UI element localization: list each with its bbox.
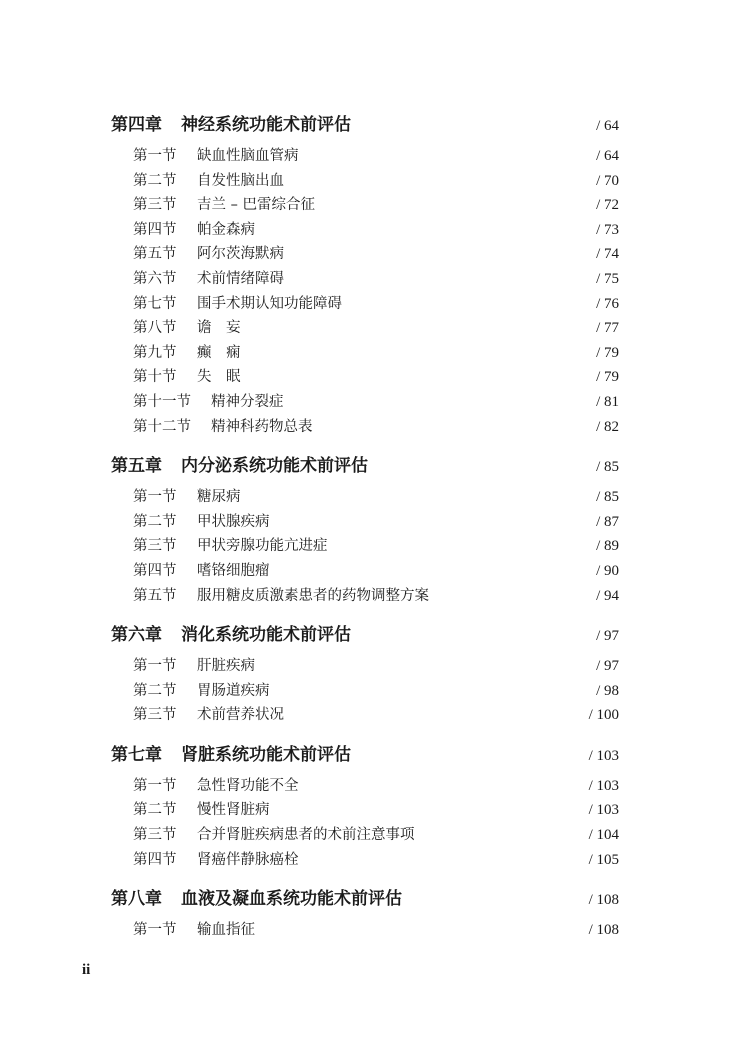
chapter-title: 肾脏系统功能术前评估 <box>181 744 351 765</box>
section-entry[interactable] <box>111 485 619 510</box>
chapter-entry[interactable] <box>111 622 619 648</box>
section-heading <box>133 848 299 873</box>
section-entry[interactable] <box>111 679 619 704</box>
section-heading <box>133 242 284 267</box>
chapter-number: 第七章 <box>111 744 162 765</box>
section-title: 慢性肾脏病 <box>197 802 270 819</box>
chapter-heading <box>111 453 368 479</box>
section-entry[interactable] <box>111 798 619 823</box>
chapter-title: 神经系统功能术前评估 <box>181 115 351 135</box>
section-entry[interactable] <box>111 654 619 679</box>
section-page: / 97 <box>596 658 619 675</box>
section-number: 第六节 <box>133 270 177 287</box>
section-heading <box>133 703 284 728</box>
section-title: 肝脏疾病 <box>197 658 255 675</box>
chapter-heading <box>111 112 351 138</box>
section-title: 服用糖皮质激素患者的药物调整方案 <box>197 587 429 604</box>
section-title: 术前营养状况 <box>197 707 284 724</box>
section-entry[interactable] <box>111 848 619 873</box>
section-page: / 100 <box>588 707 619 724</box>
section-number: 第一节 <box>133 489 177 506</box>
section-title: 围手术期认知功能障碍 <box>197 295 342 312</box>
section-number: 第四节 <box>133 562 177 579</box>
section-heading <box>133 415 313 440</box>
section-title: 阿尔茨海默病 <box>197 246 284 263</box>
section-number: 第五节 <box>133 587 177 604</box>
section-entry[interactable] <box>111 390 619 415</box>
chapter-heading <box>111 622 351 648</box>
section-entry[interactable] <box>111 218 619 243</box>
section-number: 第九节 <box>133 344 177 361</box>
section-title: 精神分裂症 <box>211 393 284 410</box>
section-heading <box>133 559 270 584</box>
section-number: 第三节 <box>133 538 177 555</box>
section-heading <box>133 169 284 194</box>
section-number: 第一节 <box>133 922 177 939</box>
section-page: / 105 <box>588 851 619 868</box>
section-entry[interactable] <box>111 584 619 609</box>
section-entry[interactable] <box>111 267 619 292</box>
section-title: 糖尿病 <box>197 489 241 506</box>
section-page: / 85 <box>596 489 619 506</box>
section-page: / 79 <box>596 369 619 386</box>
section-title: 急性肾功能不全 <box>197 777 299 794</box>
section-entry[interactable] <box>111 341 619 366</box>
section-title: 胃肠道疾病 <box>197 682 270 699</box>
chapter-number: 第五章 <box>111 456 162 477</box>
section-number: 第七节 <box>133 295 177 312</box>
section-title: 肾癌伴静脉癌栓 <box>197 851 299 868</box>
chapter-entry[interactable] <box>111 742 619 768</box>
section-number: 第八节 <box>133 320 177 337</box>
section-entry[interactable] <box>111 365 619 390</box>
section-page: / 89 <box>596 538 619 555</box>
section-number: 第一节 <box>133 658 177 675</box>
section-entry[interactable] <box>111 823 619 848</box>
section-page: / 103 <box>588 777 619 794</box>
section-title: 输血指征 <box>197 922 255 939</box>
section-page: / 90 <box>596 562 619 579</box>
section-heading <box>133 654 255 679</box>
section-title: 精神科药物总表 <box>211 418 313 435</box>
section-heading <box>133 774 299 799</box>
section-entry[interactable] <box>111 534 619 559</box>
section-page: / 87 <box>596 513 619 530</box>
section-entry[interactable] <box>111 193 619 218</box>
table-of-contents <box>111 112 619 943</box>
section-page: / 81 <box>596 393 619 410</box>
section-page: / 76 <box>596 295 619 312</box>
section-page: / 104 <box>588 827 619 844</box>
section-entry[interactable] <box>111 415 619 440</box>
chapter-page: / 85 <box>596 459 619 476</box>
section-number: 第一节 <box>133 148 177 164</box>
section-title: 嗜铬细胞瘤 <box>197 562 270 579</box>
section-number: 第四节 <box>133 221 177 238</box>
chapter-number: 第八章 <box>111 889 162 910</box>
section-heading <box>133 193 315 218</box>
section-heading <box>133 918 255 943</box>
section-heading <box>133 218 255 243</box>
section-entry[interactable] <box>111 774 619 799</box>
section-entry[interactable] <box>111 169 619 194</box>
section-number: 第二节 <box>133 682 177 699</box>
chapter-page: / 108 <box>588 892 619 909</box>
section-title: 谵 妄 <box>197 320 241 337</box>
section-title: 合并肾脏疾病患者的术前注意事项 <box>197 827 415 844</box>
section-heading <box>133 584 429 609</box>
section-page: / 108 <box>588 922 619 939</box>
page-number: ii <box>82 962 91 978</box>
section-number: 第三节 <box>133 197 177 214</box>
section-heading <box>133 365 241 390</box>
chapter-entry[interactable] <box>111 112 619 138</box>
section-number: 第十节 <box>133 369 177 386</box>
section-heading <box>133 267 284 292</box>
section-title: 帕金森病 <box>197 221 255 238</box>
chapter-entry[interactable] <box>111 886 619 912</box>
section-page: / 72 <box>596 197 619 214</box>
section-entry[interactable] <box>111 242 619 267</box>
chapter-title: 消化系统功能术前评估 <box>181 625 351 646</box>
section-page: / 98 <box>596 682 619 699</box>
section-page: / 64 <box>596 148 619 164</box>
section-heading <box>133 341 241 366</box>
section-page: / 74 <box>596 246 619 263</box>
section-number: 第二节 <box>133 513 177 530</box>
section-page: / 75 <box>596 270 619 287</box>
section-number: 第二节 <box>133 802 177 819</box>
section-title: 缺血性脑血管病 <box>197 148 299 164</box>
chapter-heading <box>111 742 351 768</box>
section-title: 甲状腺疾病 <box>197 513 270 530</box>
section-entry[interactable] <box>111 316 619 341</box>
section-number: 第二节 <box>133 172 177 189</box>
section-heading <box>133 485 241 510</box>
section-number: 第十二节 <box>133 418 191 435</box>
section-title: 吉兰 – 巴雷综合征 <box>197 197 315 214</box>
section-page: / 79 <box>596 344 619 361</box>
section-page: / 103 <box>588 802 619 819</box>
chapter-page: / 97 <box>596 628 619 645</box>
chapter-page: / 103 <box>588 747 619 764</box>
section-entry[interactable] <box>111 292 619 317</box>
section-heading <box>133 823 415 848</box>
section-entry[interactable] <box>111 510 619 535</box>
section-title: 失 眠 <box>197 369 241 386</box>
section-number: 第四节 <box>133 851 177 868</box>
section-title: 甲状旁腺功能亢进症 <box>197 538 328 555</box>
section-entry[interactable] <box>111 918 619 943</box>
section-heading <box>133 534 328 559</box>
section-heading <box>133 390 284 415</box>
section-heading <box>133 292 342 317</box>
section-number: 第三节 <box>133 707 177 724</box>
section-heading <box>133 316 241 341</box>
section-page: / 77 <box>596 320 619 337</box>
chapter-title: 血液及凝血系统功能术前评估 <box>181 889 402 910</box>
chapter-number: 第四章 <box>111 115 162 135</box>
chapter-entry[interactable] <box>111 453 619 479</box>
section-entry[interactable] <box>111 703 619 728</box>
section-title: 癫 痫 <box>197 344 241 361</box>
section-number: 第十一节 <box>133 393 191 410</box>
section-page: / 73 <box>596 221 619 238</box>
section-page: / 94 <box>596 587 619 604</box>
section-heading <box>133 144 299 169</box>
section-heading <box>133 798 270 823</box>
chapter-page: / 64 <box>596 118 619 134</box>
chapter-title: 内分泌系统功能术前评估 <box>181 456 368 477</box>
section-page: / 70 <box>596 172 619 189</box>
section-number: 第三节 <box>133 827 177 844</box>
section-entry[interactable] <box>111 559 619 584</box>
chapter-heading <box>111 886 402 912</box>
section-heading <box>133 510 270 535</box>
section-page: / 82 <box>596 418 619 435</box>
section-number: 第一节 <box>133 777 177 794</box>
chapter-number: 第六章 <box>111 625 162 646</box>
section-entry[interactable] <box>111 144 619 169</box>
section-title: 术前情绪障碍 <box>197 270 284 287</box>
section-heading <box>133 679 270 704</box>
section-number: 第五节 <box>133 246 177 263</box>
section-title: 自发性脑出血 <box>197 172 284 189</box>
